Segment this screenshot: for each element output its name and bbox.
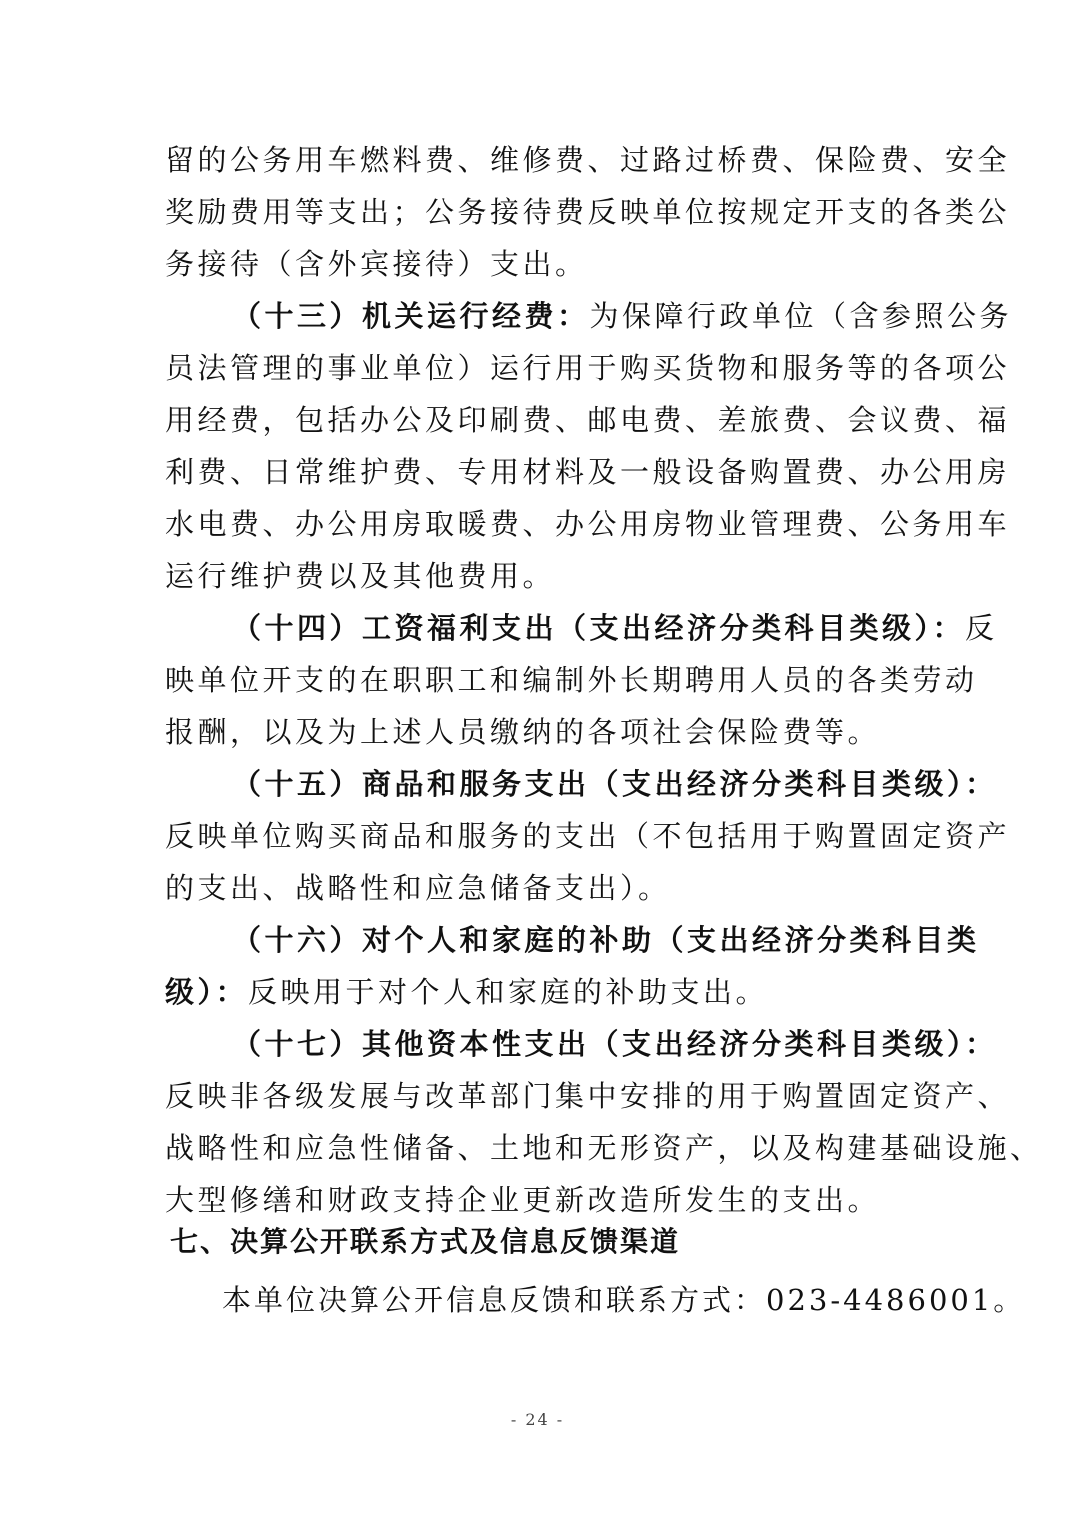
item-14-first-line	[232, 608, 998, 648]
item-16-title-cont: 级）：	[165, 975, 249, 1009]
text-line: 用经费，包括办公及印刷费、邮电费、差旅费、会议费、福	[165, 403, 1011, 437]
item-16-second-line	[165, 972, 768, 1012]
item-13-text: 为保障行政单位（含参照公务	[589, 299, 1013, 333]
item-17-first-line	[232, 1024, 998, 1064]
item-13-first-line	[232, 296, 1012, 336]
text-line: 大型修缮和财政支持企业更新改造所发生的支出。	[165, 1183, 881, 1217]
text-line: 留的公务用车燃料费、维修费、过路过桥费、保险费、安全	[165, 143, 1011, 177]
section-heading: 七、决算公开联系方式及信息反馈渠道	[170, 1225, 681, 1258]
text-line: 水电费、办公用房取暖费、办公用房物业管理费、公务用车	[165, 507, 1011, 541]
text-line: 利费、日常维护费、专用材料及一般设备购置费、办公用房	[165, 455, 1011, 489]
item-16-title: （十六）对个人和家庭的补助（支出经济分类科目类	[232, 923, 980, 957]
text-line: 反映非各级发展与改革部门集中安排的用于购置固定资产、	[165, 1079, 1011, 1113]
item-13-title: （十三）机关运行经费：	[232, 299, 590, 333]
text-line: 务接待（含外宾接待）支出。	[165, 247, 588, 281]
page-number: - 24 -	[510, 1410, 565, 1429]
text-line: 战略性和应急性储备、土地和无形资产，以及构建基础设施、	[165, 1131, 1043, 1165]
text-line: 运行维护费以及其他费用。	[165, 559, 556, 593]
text-line: 报酬，以及为上述人员缴纳的各项社会保险费等。	[165, 715, 881, 749]
text-line: 映单位开支的在职职工和编制外长期聘用人员的各类劳动	[165, 663, 978, 697]
item-16-text: 反映用于对个人和家庭的补助支出。	[248, 975, 769, 1009]
item-16-first-line	[232, 920, 980, 960]
text-line: 的支出、战略性和应急储备支出）。	[165, 871, 671, 905]
item-14-title: （十四）工资福利支出（支出经济分类科目类级）：	[232, 611, 966, 645]
item-14-text: 反	[965, 611, 998, 645]
contact-line: 本单位决算公开信息反馈和联系方式：023-4486001。	[222, 1283, 1026, 1317]
item-15-title: （十五）商品和服务支出（支出经济分类科目类级）：	[232, 767, 998, 801]
text-line: 反映单位购买商品和服务的支出（不包括用于购置固定资产	[165, 819, 1011, 853]
item-17-title: （十七）其他资本性支出（支出经济分类科目类级）：	[232, 1027, 998, 1061]
text-line: 奖励费用等支出；公务接待费反映单位按规定开支的各类公	[165, 195, 1011, 229]
text-line: 员法管理的事业单位）运行用于购买货物和服务等的各项公	[165, 351, 1011, 385]
item-15-first-line	[232, 764, 998, 804]
